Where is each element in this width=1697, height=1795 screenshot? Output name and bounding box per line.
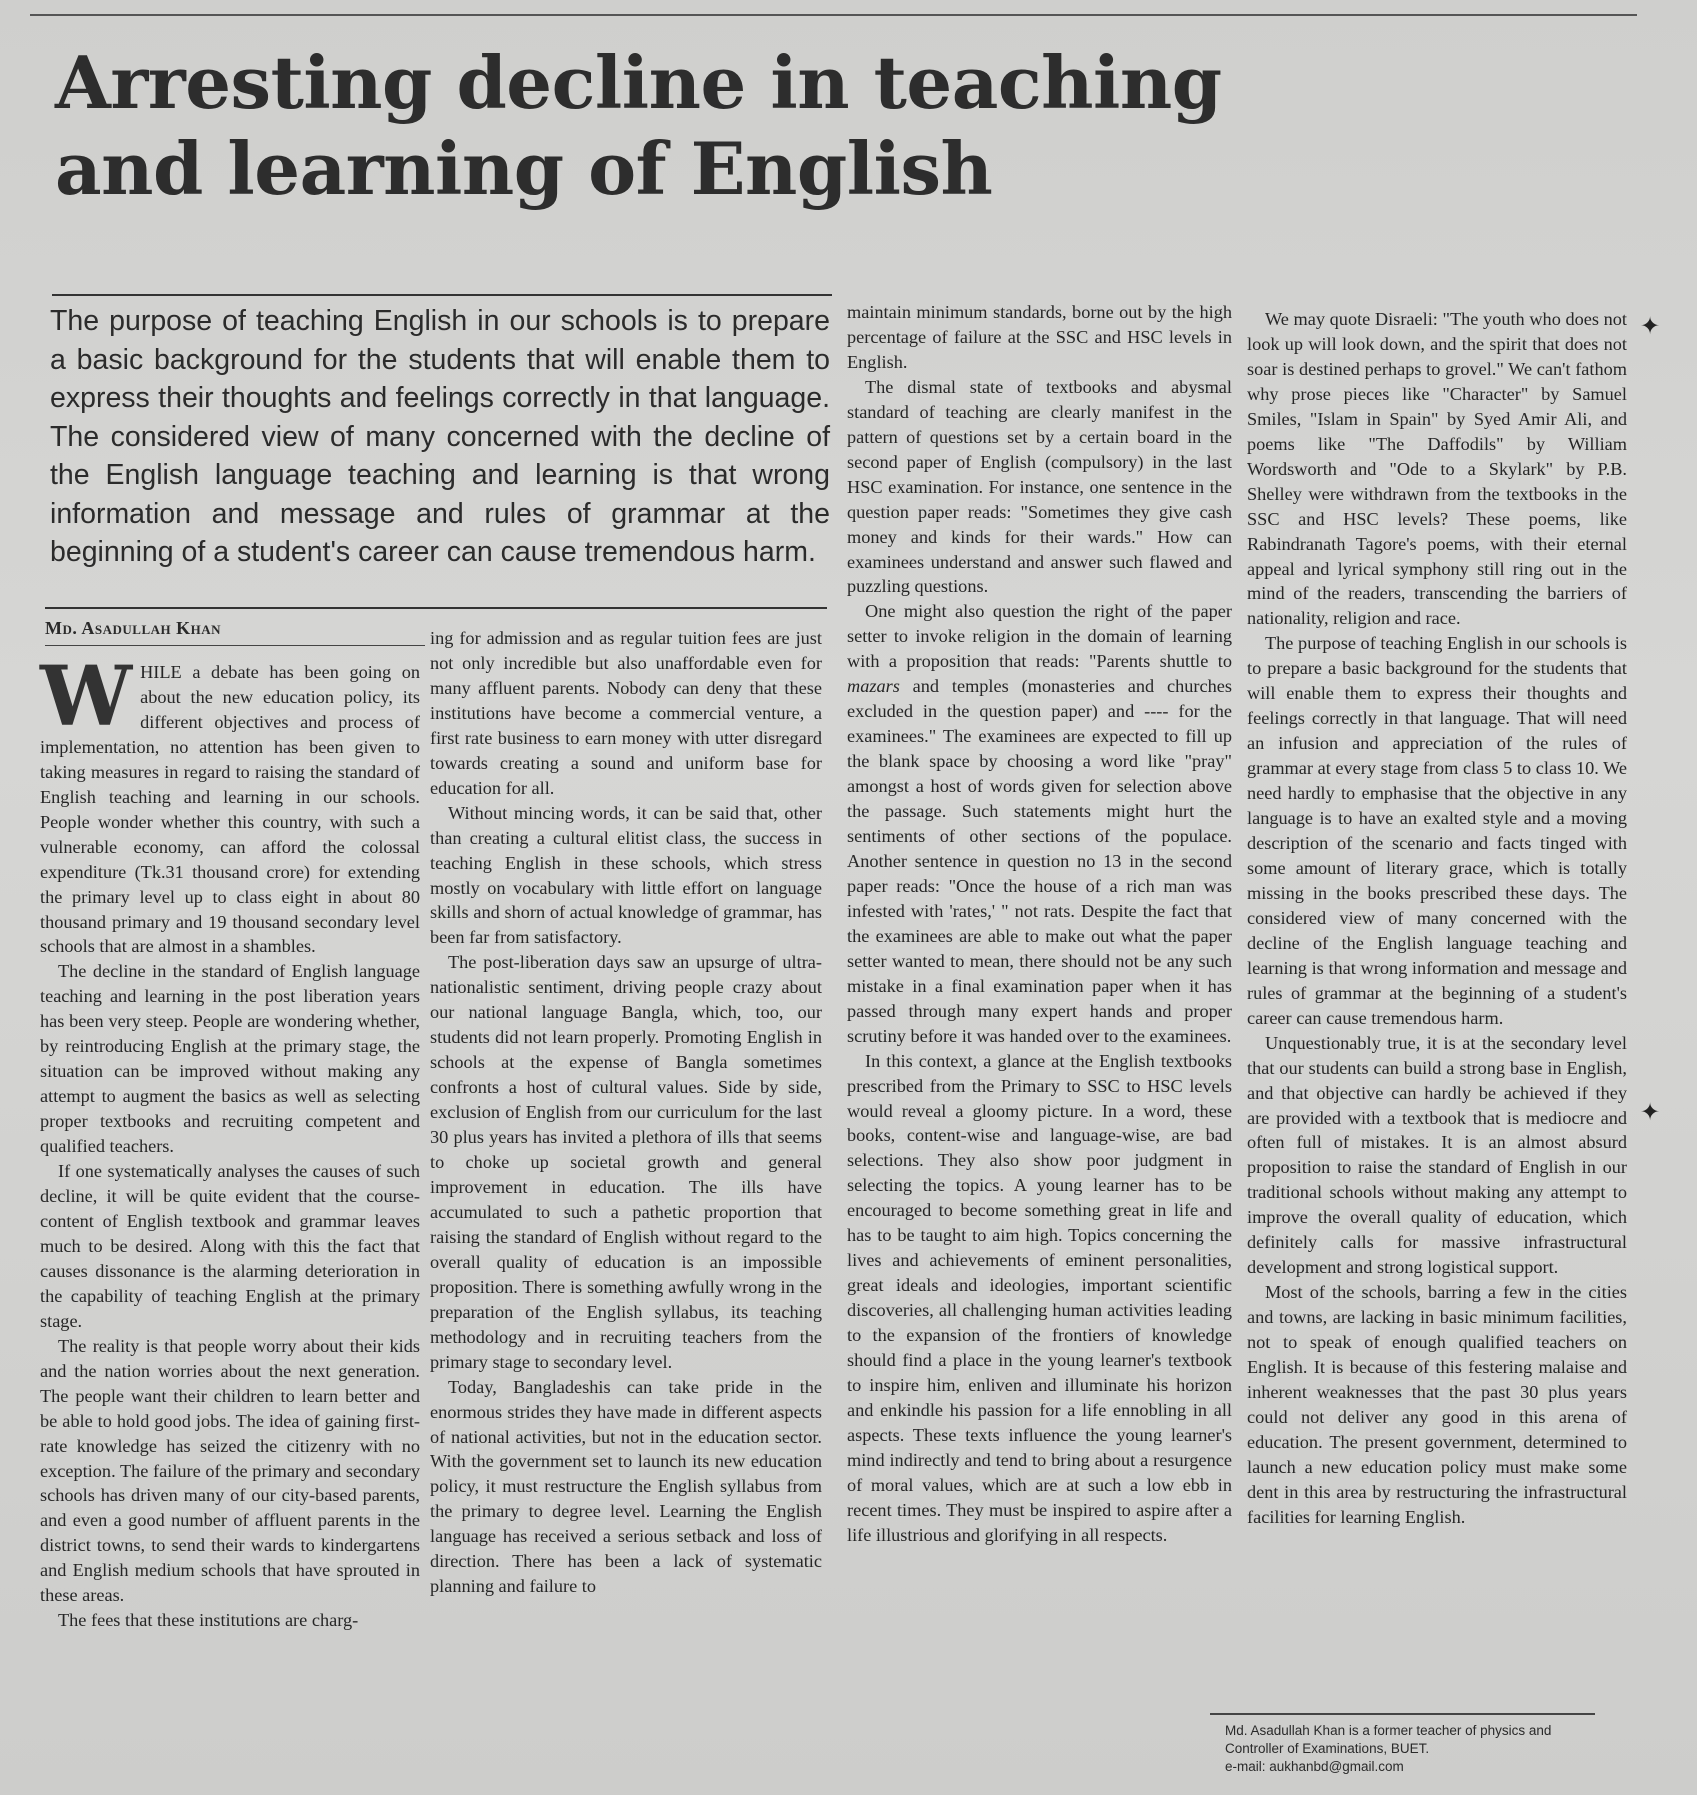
paragraph [40, 649, 420, 959]
paragraph: Today, Bangladeshis can take pride in the enormous strides they have made in different aspects of national activities, but not in the education sector. With the government set to launch its new education policy, it must restructure the English syllabus from the primary to degree level. Learning the English language has received a serious setback and loss of direction. There has been a lack of systematic planning and failure to [430, 1376, 822, 1597]
standfirst: The purpose of teaching English in our schools is to prepare a basic background for the students that will enable them to express their thoughts and feelings correctly in that language. The considered view of many concerned with the decline of the English language teaching and learning is that wrong information and message and rules of grammar at the beginning of a student's career can cause tremendous harm. [50, 305, 830, 568]
lead-in: HILE [140, 662, 182, 682]
column-4 [1247, 307, 1627, 1530]
paragraph [847, 599, 1232, 1048]
bio-line: Md. Asadullah Khan is a former teacher of physics and [1225, 1723, 1552, 1738]
paragraph: We may quote Disraeli: "The youth who does not look up will look down, and the spirit that does not soar is destined perhaps to grovel." We can't fathom why prose pieces like "Character" by Samuel Smiles, "Islam in Spain" by Syed Amir Ali, and poems like "The Daffodils" by William Wordsworth and "Ode to a Skylark" by P.B. Shelley were withdrawn from the textbooks in the SSC and HSC levels? These poems, like Rabindranath Tagore's poems, with their eternal appeal and lyrical symphony still ring out in the mind of the readers, transcending the barriers of nationality, religion and race. [1247, 309, 1627, 629]
author-bio [1225, 1722, 1610, 1776]
byline: Md. Asadullah Khan [45, 618, 425, 646]
paragraph: In this context, a glance at the English textbooks prescribed from the Primary to SSC to HSC levels would reveal a gloomy picture. In a word, these books, content-wise and language-wise, are bad selections. They also show poor judgment in selecting the topics. A young learner has to be encouraged to become something great in life and has to be taught to aim high. Topics concerning the lives and achievements of eminent personalities, great ideals and ideologies, important scientific discoveries, all challenging human activities leading to the expansion of the frontiers of knowledge should find a place in the young learner's textbook to inspire him, enliven and illuminate his horizon and enkindle his passion for a life ennobling in all aspects. These texts influence the young learner's mind indirectly and tend to bring about a resurgence of moral values, which are at such a low ebb in recent times. They must be inspired to aspire after a life illustrious and glorifying in all respects. [847, 1050, 1232, 1545]
paragraph-text: and temples (monasteries and churches excluded in the question paper) and ---- for the examinees." The examinees are expected to fill up the blank space by choosing a word like "pray" amongst a host of words given for selection above the passage. Such statements might hurt the sentiments of other sections of the populace. Another sentence in question no 13 in the second paper reads: "Once the house of a rich man was infested with 'rates,' " not rats. Despite the fact that the examinees are able to make out what the paper setter wanted to mean, there should not be any such mistake in a final examination paper when it has passed through many expert hands and proper scrutiny before it was handed over to the examinees. [847, 676, 1232, 1046]
paragraph-text: a debate has been going on about the new education policy, its different objectives and process of implementation, no attention has been given to taking measures in regard to raising the standard of English teaching and learning in our schools. People wonder whether this country, with such a vulnerable economy, can afford the colossal expenditure (Tk.31 thousand crore) for extending the primary level up to class eight in about 80 thousand primary and 19 thousand secondary level schools that are almost in a shambles. [40, 662, 420, 957]
paragraph: The dismal state of textbooks and abysmal standard of teaching are clearly manifest in the pattern of questions set by a certain board in the second paper of English (compulsory) in the last HSC examination. For instance, one sentence in the question paper reads: "Sometimes they give cash money and kinds for their wards." How can examinees understand and answer such flawed and puzzling questions. [847, 376, 1232, 597]
paragraph-text: One might also question the right of the paper setter to invoke religion in the domain of learning with a proposition that reads: "Parents shuttle to [847, 601, 1232, 672]
standfirst-rule-bottom [45, 607, 827, 609]
paragraph: ing for admission and as regular tuition fees are just not only incredible but also unaffordable even for many affluent parents. Nobody can deny that these institutions have become a commercial venture, a first rate business to earn money with utter disregard towards creating a sound and uniform base for education for all. [430, 628, 822, 798]
paragraph: The purpose of teaching English in our schools is to prepare a basic background for the students that will enable them to express their thoughts and feelings correctly in that language. That will need an infusion and appreciation of the rules of grammar at every stage from class 5 to class 10. We need hardly to emphasise that the objective in any language is to have an exalted style and a moving description of the scenario and facts tinged with some amount of literary grace, which is totally missing in the books prescribed these days. The considered view of many concerned with the decline of the English language teaching and learning is that wrong information and message and rules of grammar at the beginning of a student's career can cause tremendous harm. [1247, 633, 1627, 1028]
column-3 [847, 300, 1232, 1548]
drop-cap: W [40, 649, 133, 745]
paragraph: The decline in the standard of English language teaching and learning in the post liberation years has been very steep. People are wondering whether, by reintroducing English at the primary stage, the situation can be improved without making any attempt to augment the basics as well as selecting proper textbooks and recruiting competent and qualified teachers. [40, 961, 420, 1157]
paragraph: Without mincing words, it can be said that, other than creating a cultural elitist class, the success in teaching English in these schools, which stress mostly on vocabulary with little effort on language skills and shorn of actual knowledge of grammar, has been far from satisfactory. [430, 802, 822, 948]
column-1 [40, 649, 420, 1633]
paragraph: Most of the schools, barring a few in the cities and towns, are lacking in basic minimum facilities, not to speak of enough qualified teachers on English. It is because of this festering malaise and inherent weaknesses that the past 30 plus years could not deliver any good in this arena of education. The present government, determined to launch a new education policy must make some dent in this area by restructuring the infrastructural facilities for learning English. [1247, 1282, 1627, 1527]
standfirst-rule-top [52, 294, 832, 296]
paragraph: The fees that these institutions are charg- [58, 1610, 359, 1631]
column-2 [430, 626, 822, 1599]
paragraph: The post-liberation days saw an upsurge of ultra-nationalistic sentiment, driving people crazy about our national language Bangla, which, too, our students did not learn properly. Promoting English in schools at the expense of Bangla sometimes confronts a host of cultural values. Side by side, exclusion of English from our curriculum for the last 30 plus years has invited a plethora of ills that seems to choke up societal growth and general improvement in education. The ills have accumulated to such a pathetic proportion that raising the standard of English without regard to the overall quality of education is an impossible proposition. There is something awfully wrong in the preparation of the English syllabus, its teaching methodology and in recruiting teachers from the primary stage to secondary level. [430, 952, 822, 1372]
italic-term: mazars [847, 676, 900, 697]
pin-mark-icon: ✦ [1640, 1100, 1661, 1126]
bio-rule [1210, 1713, 1595, 1715]
bio-line: Controller of Examinations, BUET. [1225, 1741, 1430, 1756]
pin-mark-icon: ✦ [1640, 314, 1661, 340]
top-rule [30, 14, 1637, 16]
paragraph: maintain minimum standards, borne out by the high percentage of failure at the SSC and HSC levels in English. [847, 302, 1232, 372]
paragraph: If one systematically analyses the causes of such decline, it will be quite evident that the course-content of English textbook and grammar leaves much to be desired. Along with this the fact that causes dissonance is the alarming deterioration in the capability of teaching English at the primary stage. [40, 1161, 420, 1331]
paragraph: Unquestionably true, it is at the secondary level that our students can build a strong base in English, and that objective can hardly be achieved if they are provided with a textbook that is mediocre and often full of mistakes. It is an almost absurd proposition to raise the standard of English in our traditional schools without making any attempt to improve the overall quality of education, which definitely calls for massive infrastructural development and strong logistical support. [1247, 1032, 1627, 1278]
paragraph: The reality is that people worry about their kids and the nation worries about the next generation. The people want their children to learn better and be able to hold good jobs. The idea of gaining first-rate knowledge has seized the citizenry with no exception. The failure of the primary and secondary schools has driven many of our city-based parents, and even a good number of affluent parents in the district towns, to send their wards to kindergartens and English medium schools that have sprouted in these areas. [40, 1335, 420, 1606]
headline: Arresting decline in teaching and learning of English [55, 40, 1222, 211]
bio-email: e-mail: aukhanbd@gmail.com [1225, 1759, 1404, 1774]
